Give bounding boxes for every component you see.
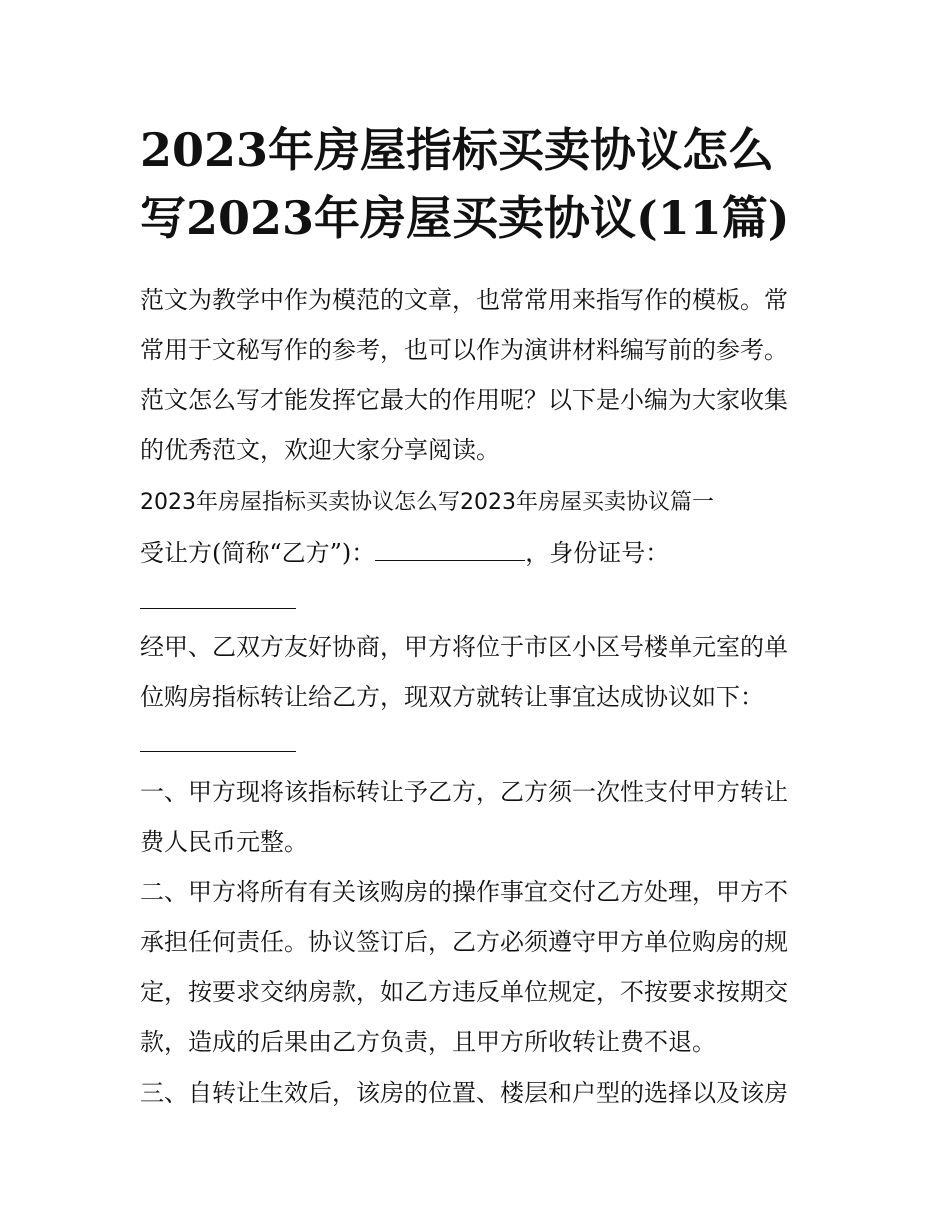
intro-line-1: 范文为教学中作为模范的文章，也常常用来指写作的模板。常 bbox=[140, 286, 788, 314]
clause-two-line-1: 二、甲方将所有有关该购房的操作事宜交付乙方处理，甲方不 bbox=[140, 878, 788, 906]
clause-two-line-4: 款，造成的后果由乙方负责，且甲方所收转让费不退。 bbox=[140, 1028, 716, 1056]
document-title bbox=[140, 116, 820, 252]
clause-two-line-2: 承担任何责任。协议签订后，乙方必须遵守甲方单位购房的规 bbox=[140, 928, 788, 956]
clause-three bbox=[140, 1068, 820, 1118]
clause-two bbox=[140, 867, 820, 1067]
negotiation-line-1: 经甲、乙双方友好协商，甲方将位于市区小区号楼单元室的单 bbox=[140, 633, 788, 661]
clause-one bbox=[140, 767, 820, 867]
party-line bbox=[140, 528, 820, 578]
title-line-2: 写2023年房屋买卖协议(11篇) bbox=[140, 191, 790, 245]
name-blank bbox=[375, 538, 525, 561]
intro-line-3: 范文怎么写才能发挥它最大的作用呢？以下是小编为大家收集 bbox=[140, 386, 788, 414]
id-number-blank bbox=[140, 608, 296, 609]
clause-two-line-3: 定，按要求交纳房款，如乙方违反单位规定，不按要求按期交 bbox=[140, 978, 788, 1006]
clause-three-line-1: 三、自转让生效后，该房的位置、楼层和户型的选择以及该房 bbox=[140, 1079, 788, 1107]
party-line-prefix: 受让方(简称“乙方”)： bbox=[140, 539, 376, 567]
clause-one-line-1: 一、甲方现将该指标转让予乙方，乙方须一次性支付甲方转让 bbox=[140, 778, 788, 806]
clause-one-line-2: 费人民币元整。 bbox=[140, 828, 308, 856]
section-heading: 2023年房屋指标买卖协议怎么写2023年房屋买卖协议篇一 bbox=[140, 490, 714, 515]
title-line-1: 2023年房屋指标买卖协议怎么 bbox=[140, 123, 775, 177]
negotiation-paragraph bbox=[140, 622, 820, 722]
intro-line-2: 常用于文秘写作的参考，也可以作为演讲材料编写前的参考。 bbox=[140, 336, 788, 364]
negotiation-line-2: 位购房指标转让给乙方，现双方就转让事宜达成协议如下： bbox=[140, 683, 764, 711]
party-line-suffix: ，身份证号： bbox=[525, 539, 670, 567]
intro-paragraph bbox=[140, 275, 820, 475]
agreement-blank bbox=[140, 751, 296, 752]
intro-line-4: 的优秀范文，欢迎大家分享阅读。 bbox=[140, 436, 500, 464]
